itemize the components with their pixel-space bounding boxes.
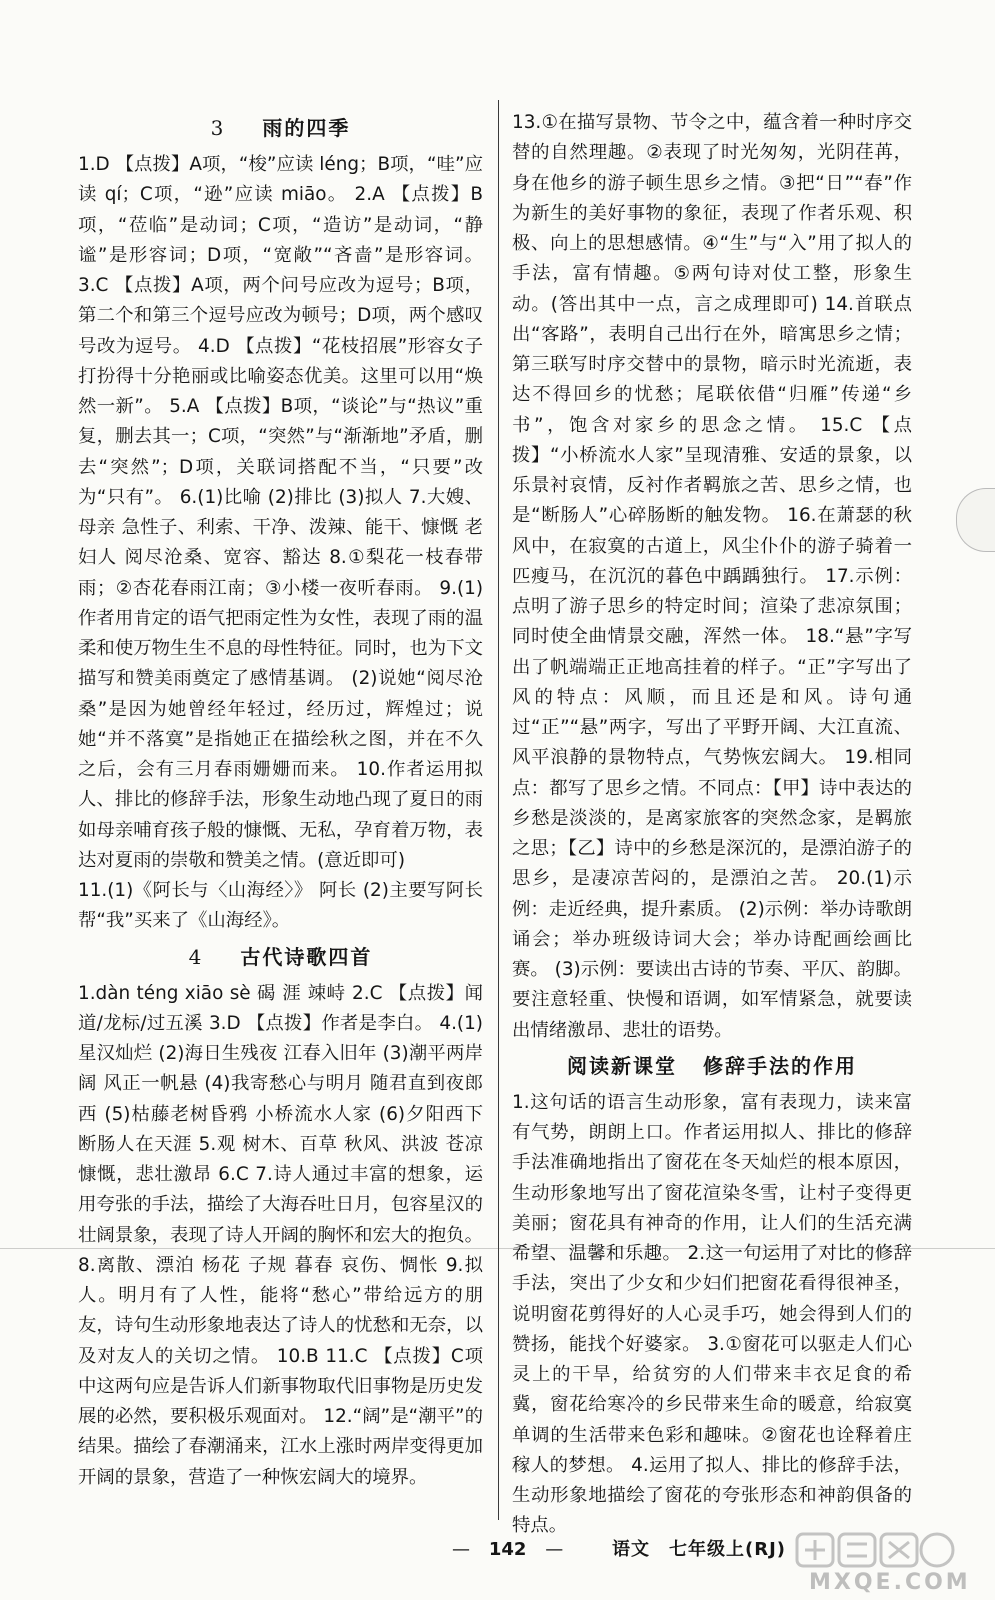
footer-dash-right: — — [545, 1539, 564, 1560]
subject-grade-label: 语文 七年级上(RJ) — [612, 1539, 787, 1560]
section-3-answers: 1.D 【点拨】A项，“梭”应读 léng；B项，“哇”应读 qí；C项，“逊”应读 miāo。 2.A 【点拨】B项，“莅临”是动词；C项，“造访”是动词，“静谧”是形容词；D项，“宽敞”“吝啬”是形容词。 3.C 【点拨】A项，两个问号应改为逗号；B项，第二个和第三个逗号应改为顿号；D项，两个感叹号改为逗号。 4.D 【点拨】“花枝招展”形容女子打扮得十分艳丽或比喻姿态优美。这里可以用“焕然一新”。 5.A 【点拨】B项，“谈论”与“热议”重复，删去其一；C项，“突然”与“渐渐地”矛盾，删去“突然”；D项，关联词搭配不当，“只要”改为“只有”。 6.(1)比喻 (2)排比 (3)拟人 7.大嫂、母亲 急性子、利索、干净、泼辣、能干、慷慨 老妇人 阅尽沧桑、宽容、豁达 8.①梨花一枝春带雨；②杏花春雨江南；③小楼一夜听春雨。 9.(1)作者用肯定的语气把雨定性为女性，表现了雨的温柔和使万物生生不息的母性特征。同时，也为下文描写和赞美雨奠定了感情基调。 (2)说她“阅尽沧桑”是因为她曾经年轻过，经历过，辉煌过；说她“并不落寞”是指她正在描绘秋之图，并在不久之后，会有三月春雨姗姗而来。 10.作者运用拟人、排比的修辞手法，形象生动地凸现了夏日的雨如母亲哺育孩子般的慷慨、无私，孕育着万物，表达对夏雨的崇敬和赞美之情。(意近即可) — [78, 154, 483, 871]
section-4-heading — [78, 941, 483, 973]
section-3-heading — [78, 112, 483, 144]
reading-section-title-a: 阅读新课堂 — [567, 1053, 677, 1078]
right-column — [512, 108, 912, 1542]
section-4-number: 4 — [188, 944, 204, 969]
reading-section-heading — [512, 1050, 912, 1082]
section-3-answer-11: 11.(1)《阿长与〈山海经〉》 阿长 (2)主要写阿长帮“我”买来了《山海经》。 — [78, 880, 483, 932]
column-divider — [498, 100, 499, 1520]
watermark — [779, 1530, 969, 1596]
answer-logo-icon — [795, 1530, 955, 1570]
section-4-title: 古代诗歌四首 — [240, 944, 373, 969]
section-3-title: 雨的四季 — [262, 116, 351, 140]
page-edge-tab — [956, 488, 995, 552]
watermark-url: MXQE.COM — [809, 1570, 971, 1595]
left-column — [78, 108, 483, 1493]
reading-section-answers: 1.这句话的语言生动形象，富有表现力，读来富有气势，朗朗上口。作者运用拟人、排比的修辞手法准确地指出了窗花在冬天灿烂的根本原因，生动形象地写出了窗花渲染冬雪，让村子变得更美丽；窗花具有神奇的作用，让人们的生活充满希望、温馨和乐趣。 2.这一句运用了对比的修辞手法，突出了少女和少妇们把窗花看得很神圣，说明窗花剪得好的人心灵手巧，她会得到人们的赞扬，能找个好婆家。 3.①窗花可以驱走人们心灵上的干旱，给贫穷的人们带来丰衣足食的希冀，窗花给寒冷的乡民带来生命的暖意，给寂寞单调的生活带来色彩和趣味。②窗花也诠释着庄稼人的梦想。 4.运用了拟人、排比的修辞手法，生动形象地描绘了窗花的夸张形态和神韵俱备的特点。 — [512, 1091, 912, 1537]
footer-dash-left: — — [452, 1539, 470, 1560]
section-4-answers-continued: 13.①在描写景物、节令之中，蕴含着一种时序交替的自然理趣。②表现了时光匆匆，光阴荏苒，身在他乡的游子顿生思乡之情。③把“日”“春”作为新生的美好事物的象征，表现了作者乐观、积极、向上的思想感情。④“生”与“入”用了拟人的手法，富有情趣。⑤两句诗对仗工整，形象生动。(答出其中一点，言之成理即可) 14.首联点出“客路”，表明自己出行在外，暗寓思乡之情；第三联写时序交替中的景物，暗示时光流逝，表达不得回乡的忧愁；尾联依借“归雁”传递“乡书”，饱含对家乡的思念之情。 15.C 【点拨】“小桥流水人家”呈现清雅、安适的景象，以乐景衬哀情，反衬作者羁旅之苦、思乡之情，也是“断肠人”心碎肠断的触发物。 16.在萧瑟的秋风中，在寂寞的古道上，风尘仆仆的游子骑着一匹瘦马，在沉沉的暮色中踽踽独行。 17.示例：点明了游子思乡的特定时间；渲染了悲凉氛围；同时使全曲情景交融，浑然一体。 18.“悬”字写出了帆端端正正地高挂着的样子。“正”字写出了风的特点：风顺，而且还是和风。诗句通过“正”“悬”两字，写出了平野开阔、大江直流、风平浪静的景物特点，气势恢宏阔大。 19.相同点：都写了思乡之情。不同点：【甲】诗中表达的乡愁是淡淡的，是离家旅客的突然念家，是羁旅之思；【乙】诗中的乡愁是深沉的，是漂泊游子的思乡，是凄凉苦闷的，是漂泊之苦。 20.(1)示例：走近经典，提升素质。 (2)示例：举办诗歌朗诵会；举办班级诗词大会；举办诗配画绘画比赛。 (3)示例：要读出古诗的节奏、平仄、韵脚。要注意轻重、快慢和语调，如军情紧急，就要读出情绪激昂、悲壮的语势。 — [512, 112, 912, 1041]
page-number-group — [452, 1538, 563, 1562]
reading-section-title-b: 修辞手法的作用 — [703, 1053, 857, 1078]
section-4-answers: 1.dàn téng xiāo sè 碣 涯 竦峙 2.C 【点拨】闻道/龙标/过五溪 3.D 【点拨】作者是李白。 4.(1)星汉灿烂 (2)海日生残夜 江春入旧年 (3)潮平两岸阔 风正一帆悬 (4)我寄愁心与明月 随君直到夜郎西 (5)枯藤老树昏鸦 小桥流水人家 (6)夕阳西下 断肠人在天涯 5.观 树木、百草 秋风、洪波 苍凉慷慨，悲壮激昂 6.C 7.诗人通过丰富的想象，运用夸张的手法，描绘了大海吞吐日月，包容星汉的壮阔景象，表现了诗人开阔的胸怀和宏大的抱负。 8.离散、漂泊 杨花 子规 暮春 哀伤、惆怅 9.拟人。明月有了人性，能将“愁心”带给远方的朋友，诗句生动形象地表达了诗人的忧愁和无奈，以及对友人的关切之情。 10.B 11.C 【点拨】C项中这两句应是告诉人们新事物取代旧事物是历史发展的必然，要积极乐观面对。 12.“阔”是“潮平”的结果。描绘了春潮涌来，江水上涨时两岸变得更加开阔的景象，营造了一种恢宏阔大的境界。 — [78, 982, 483, 1488]
section-3-number: 3 — [210, 116, 226, 140]
page-number: 142 — [488, 1539, 527, 1560]
